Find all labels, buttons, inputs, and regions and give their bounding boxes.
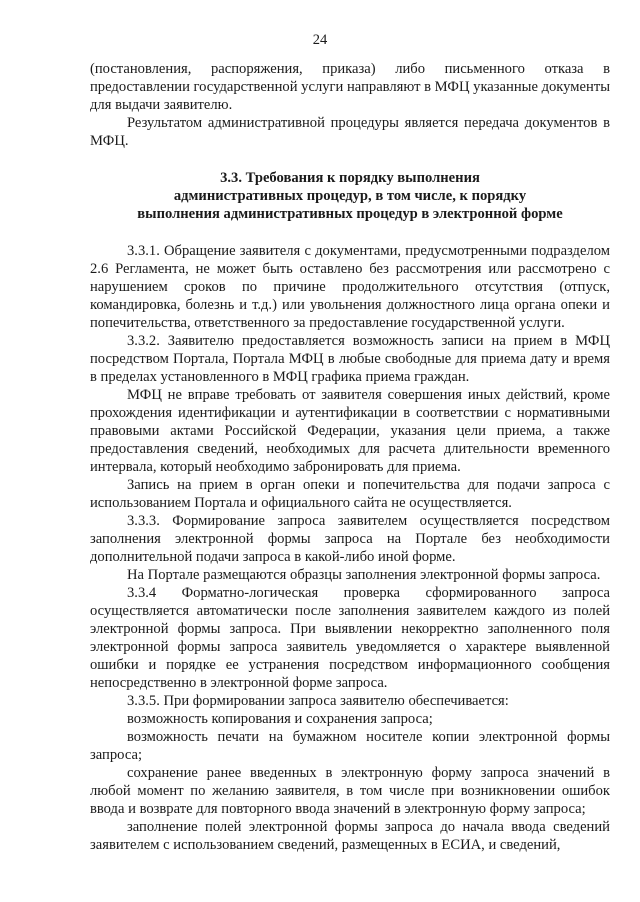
section-heading-line: выполнения административных процедур в электронной форме [137, 206, 563, 222]
list-item: заполнение полей электронной формы запроса до начала ввода сведений заявителем с использованием сведений, размещенных в ЕСИА, и сведений, [90, 819, 610, 853]
paragraph-3-3-5: 3.3.5. При формировании запроса заявителю обеспечивается: [127, 693, 509, 709]
paragraph: Результатом административной процедуры является передача документов в МФЦ. [90, 115, 610, 149]
paragraph: На Портале размещаются образцы заполнения электронной формы запроса. [127, 567, 601, 583]
paragraph: (постановления, распоряжения, приказа) либо письменного отказа в предоставлении государственной услуги направляют в МФЦ указанные документы для выдачи заявителю. [90, 61, 610, 113]
paragraph: Запись на прием в орган опеки и попечительства для подачи запроса с использованием Портала и официального сайта не осуществляется. [90, 477, 610, 511]
paragraph-3-3-3: 3.3.3. Формирование запроса заявителем осуществляется посредством заполнения электронной формы запроса на Портале без необходимости дополнительной подачи запроса в какой-либо иной форме. [90, 513, 610, 565]
document-body [90, 60, 610, 854]
section-heading [90, 150, 610, 242]
list-item: возможность печати на бумажном носителе копии электронной формы запроса; [90, 729, 610, 763]
list-item: сохранение ранее введенных в электронную форму запроса значений в любой момент по желанию заявителя, в том числе при возникновении ошибок ввода и возврате для повторного ввода значений в электронную форму запроса; [90, 765, 610, 817]
section-heading-line: административных процедур, в том числе, к порядку [173, 188, 527, 204]
paragraph-3-3-1: 3.3.1. Обращение заявителя с документами, предусмотренными подразделом 2.6 Регламента, не может быть оставлено без рассмотрения или рассмотрено с нарушением сроков по причине продолжительного отсутствия (отпуск, командировка, болезнь и т.д.) или увольнения должностного лица органа опеки и попечительства, ответственного за предоставление государственной услуги. [90, 243, 610, 331]
section-heading-line: 3.3. Требования к порядку выполнения [220, 170, 480, 186]
paragraph-3-3-2: 3.3.2. Заявителю предоставляется возможность записи на прием в МФЦ посредством Портала, Портала МФЦ в любые свободные для приема дату и время в пределах установленного в МФЦ графика приема граждан. [90, 333, 610, 385]
paragraph-3-3-4: 3.3.4 Форматно-логическая проверка сформированного запроса осуществляется автоматически после заполнения заявителем каждого из полей электронной формы запроса. При выявлении некорректно заполненного поля электронной формы запроса заявитель уведомляется о характере выявленной ошибки и порядке ее устранения посредством информационного сообщения непосредственно в электронной форме запроса. [90, 585, 610, 691]
list-item: возможность копирования и сохранения запроса; [127, 711, 433, 727]
page-number: 24 [312, 32, 328, 48]
paragraph: МФЦ не вправе требовать от заявителя совершения иных действий, кроме прохождения идентификации и аутентификации в соответствии с нормативными правовыми актами Российской Федерации, указания цели приема, а также предоставления сведений, необходимых для расчета длительности временного интервала, который необходимо забронировать для приема. [90, 387, 610, 475]
